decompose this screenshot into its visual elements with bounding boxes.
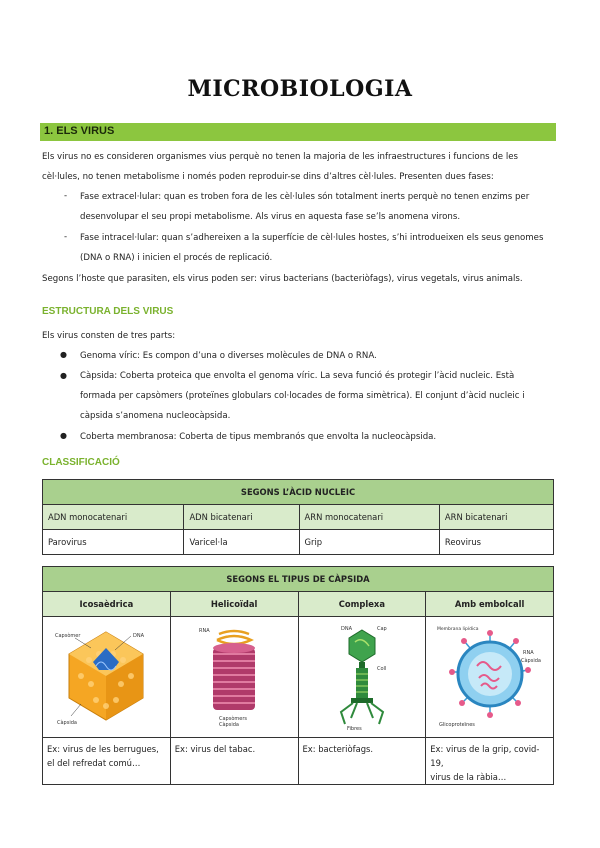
table-column-header: Amb embolcall (426, 592, 554, 617)
helical-virus-illustration (170, 617, 298, 738)
phase-2-line-2: (DNA o RNA) i inicien el procés de replicació. (80, 253, 273, 263)
host-line: Segons l’hoste que parasiten, els virus poden ser: virus bacterians (bacteriòfags), virus vegetals, virus animals. (42, 274, 523, 284)
phase-1-line-1: Fase extracel·lular: quan es troben fora de les cèl·lules són totalment inerts perquè no tenen enzims per (80, 192, 530, 202)
image-label: DNA (133, 633, 145, 639)
image-label: Càpsida (520, 658, 541, 664)
dash-marker: - (64, 232, 68, 242)
table-cell: Grip (299, 530, 439, 555)
capsid-type-table (42, 566, 554, 785)
table-cell: Parovirus (43, 530, 184, 555)
image-label: Cap (376, 626, 387, 632)
bullet-icon: ● (60, 371, 67, 380)
image-label: RNA (522, 650, 534, 656)
phase-2-line-1: Fase intracel·lular: quan s’adhereixen a la superfície de cèl·lules hostes, s’hi introdueixen els seus genomes (80, 233, 544, 243)
structure-intro: Els virus consten de tres parts: (42, 331, 176, 341)
dash-marker: - (64, 191, 68, 201)
capsid-table-header: SEGONS EL TIPUS DE CÀPSIDA (43, 567, 554, 592)
section-heading: 1. ELS VIRUS (44, 125, 115, 137)
example-line: el del refredat comú… (47, 758, 141, 768)
nucleic-acid-table (42, 479, 554, 555)
table-column-header: Helicoïdal (170, 592, 298, 617)
table-cell: Varicel·la (184, 530, 299, 555)
example-line: Ex: bacteriòfags. (302, 744, 374, 754)
enveloped-virus-illustration (426, 617, 554, 738)
example-line: Ex: virus de les berrugues, (47, 744, 159, 754)
icosahedral-virus-illustration (43, 617, 171, 738)
image-label: Coll (376, 666, 387, 672)
example-line: virus de la ràbia… (430, 772, 507, 782)
image-label: Membrana lipídica (436, 627, 479, 632)
structure-heading: ESTRUCTURA DELS VIRUS (42, 306, 174, 317)
image-label: DNA (340, 626, 352, 632)
image-label: Glicoproteïnes (438, 722, 475, 728)
example-cell (426, 738, 554, 785)
section-heading-bar (40, 123, 556, 141)
image-label: Fibres (346, 726, 362, 732)
bullet-icon: ● (60, 431, 67, 440)
image-label: RNA (199, 628, 210, 634)
example-cell (170, 738, 298, 785)
example-line: Ex: virus de la grip, covid-19, (430, 744, 540, 768)
page-title: MICROBIOLOGIA (187, 76, 413, 102)
structure-item-3: Coberta membranosa: Coberta de tipus membranós que envolta la nucleocàpsida. (80, 432, 437, 442)
table-column-header: Complexa (298, 592, 426, 617)
example-cell (298, 738, 426, 785)
table-column-header: ADN monocatenari (43, 505, 184, 530)
image-label: Capsòmer (55, 633, 81, 639)
nucleic-acid-table-header: SEGONS L’ÀCID NUCLEIC (43, 480, 554, 505)
structure-item-2-line-2: formada per capsòmers (proteïnes globulars col·locades de forma simètrica). El conjunt d’àcid nucleic i (80, 391, 525, 401)
structure-item-1: Genoma víric: Es compon d’una o diverses molècules de DNA o RNA. (80, 351, 377, 361)
complex-virus-illustration (298, 617, 426, 738)
example-line: Ex: virus del tabac. (174, 744, 256, 754)
table-column-header: ARN monocatenari (299, 505, 439, 530)
example-cell (43, 738, 171, 785)
image-label: Càpsida (219, 722, 240, 728)
image-label: Capsòmers (219, 716, 248, 722)
table-cell: Reovirus (439, 530, 553, 555)
intro-line-1: Els virus no es consideren organismes vius perquè no tenen la majoria de les infraestructures i funcions de les (42, 152, 518, 162)
table-column-header: Icosaèdrica (43, 592, 171, 617)
table-column-header: ARN bicatenari (439, 505, 553, 530)
table-column-header: ADN bicatenari (184, 505, 299, 530)
bullet-icon: ● (60, 350, 67, 359)
intro-line-2: cèl·lules, no tenen metabolisme i només poden reproduir-se dins d’altres cèl·lules. Presenten dues fases: (42, 172, 494, 182)
image-label: Càpsida (57, 720, 78, 726)
phase-1-line-2: desenvolupar el seu propi metabolisme. Als virus en aquesta fase se’ls anomena virons. (80, 212, 461, 222)
classification-heading: CLASSIFICACIÓ (42, 457, 120, 468)
structure-item-2-line-3: càpsida s’anomena nucleocàpsida. (80, 411, 231, 421)
structure-item-2-line-1: Càpsida: Coberta proteica que envolta el genoma víric. La seva funció és protegir l’àcid nucleic. Està (80, 371, 515, 381)
